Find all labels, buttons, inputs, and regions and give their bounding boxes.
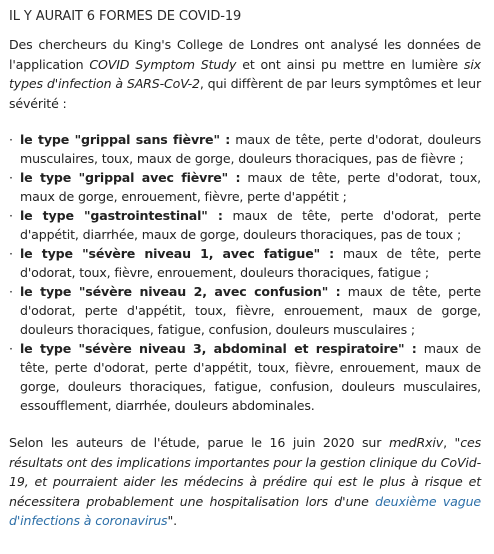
type-symptoms: maux de tête, perte d'odorat, perte d'appétit, toux, fièvre, enrouement, maux de gorge, douleurs thoraciques, fatigue, confusion, douleurs musculaires ; — [20, 284, 482, 337]
list-item — [9, 282, 481, 339]
app-name: COVID Symptom Study — [89, 56, 237, 72]
article-heading: IL Y AURAIT 6 FORMES DE COVID-19 — [9, 9, 242, 24]
second-wave-link[interactable]: deuxième vague d'infections à coronavirus — [9, 493, 482, 528]
conclusion-paragraph — [9, 433, 481, 531]
type-label: le type "sévère niveau 3, abdominal et respiratoire" : — [20, 341, 417, 356]
quote-text: ces résultats ont des implications importantes pour la gestion clinique du CoVid-19, et pourraient aider les médecins à prédire qui est le plus à risque et nécessitera probablement une hospitalisation lors d'une — [9, 435, 482, 509]
type-symptoms: maux de tête, perte d'odorat, perte d'appétit, diarrhée, maux de gorge, douleurs thoraciques, pas de toux ; — [20, 208, 481, 242]
list-item — [9, 130, 481, 168]
list-item — [9, 339, 481, 415]
conclusion-text-2: , " — [443, 435, 461, 450]
type-label: le type "sévère niveau 2, avec confusion" : — [20, 284, 341, 299]
type-label: le type "sévère niveau 1, avec fatigue" : — [20, 246, 335, 261]
bullet: · — [9, 208, 13, 223]
conclusion-text-3: ". — [167, 513, 177, 528]
type-label: le type "grippal avec fièvre" : — [20, 170, 241, 185]
article — [9, 8, 481, 531]
type-label: le type "grippal sans fièvre" : — [20, 132, 231, 147]
bullet: · — [9, 132, 13, 147]
intro-text-1: Des chercheurs du King's College de Londres ont analysé les données de l'application — [9, 37, 481, 72]
bullet: · — [9, 341, 13, 356]
list-item — [9, 244, 481, 282]
type-symptoms: maux de tête, perte d'odorat, toux, fièvre, enrouement, douleurs thoraciques, fatigue ; — [20, 246, 482, 280]
type-symptoms: maux de tête, perte d'odorat, douleurs musculaires, toux, maux de gorge, douleurs thoraciques, pas de fièvre ; — [20, 132, 481, 166]
intro-text-3: , qui diffèrent de par leurs symptômes et leur sévérité : — [9, 76, 481, 111]
source-name: medRxiv — [388, 435, 444, 450]
bullet: · — [9, 170, 13, 185]
list-item — [9, 168, 481, 206]
type-symptoms: maux de tête, perte d'odorat, perte d'appétit, toux, fièvre, enrouement, maux de gorge, douleurs thoraciques, fatigue, confusion, douleurs musculaires, essoufflement, diarrhée, douleurs abdominales. — [20, 341, 482, 413]
intro-emphasis: six types d'infection à SARS-CoV-2 — [9, 56, 481, 91]
bullet: · — [9, 284, 13, 299]
bullet: · — [9, 246, 13, 261]
conclusion-text-1: Selon les auteurs de l'étude, parue le 16 juin 2020 sur — [9, 435, 389, 450]
list-item — [9, 206, 481, 244]
covid-types-list — [9, 130, 481, 415]
intro-paragraph — [9, 35, 481, 113]
intro-text-2: et ont ainsi pu mettre en lumière — [236, 56, 464, 72]
type-label: le type "gastrointestinal" : — [20, 208, 223, 223]
type-symptoms: maux de tête, perte d'odorat, toux, maux de gorge, enrouement, fièvre, perte d'appétit ; — [20, 170, 481, 204]
